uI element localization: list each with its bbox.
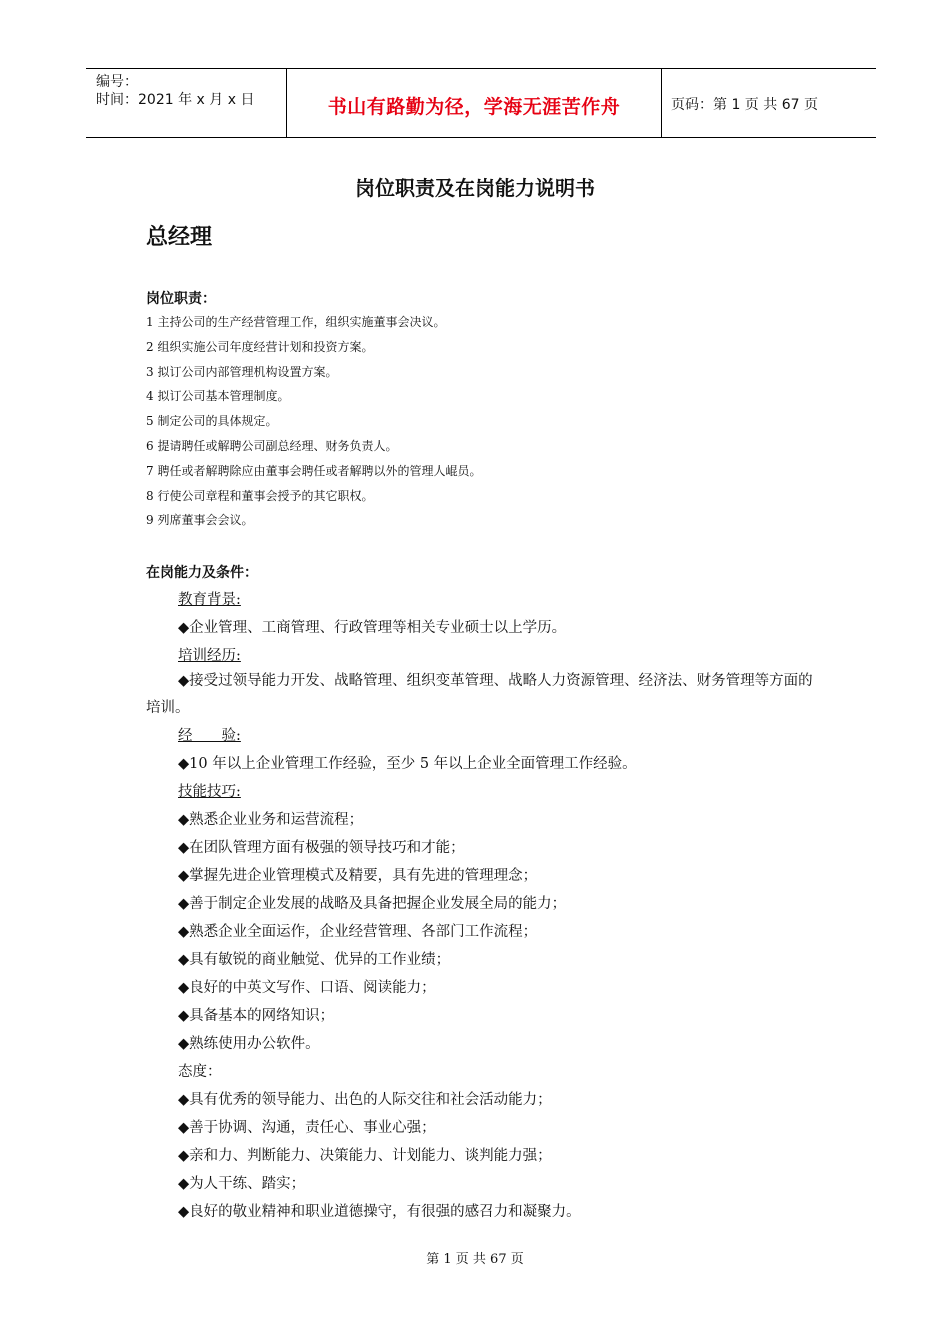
attitude-label: 态度：: [178, 1064, 222, 1080]
skill-item: ◆掌握先进企业管理模式及精要，具有先进的管理理念；: [178, 868, 538, 884]
duty-item: 7 聘任或者解聘除应由董事会聘任或者解聘以外的管理人崐员。: [146, 463, 482, 478]
time-label: 时间：2021 年 x 月 x 日: [96, 92, 255, 108]
attitude-item: ◆具有优秀的领导能力、出色的人际交往和社会活动能力；: [178, 1092, 552, 1108]
duty-item: 3 拟订公司内部管理机构设置方案。: [146, 364, 338, 379]
training-item: ◆接受过领导能力开发、战略管理、组织变革管理、战略人力资源管理、经济法、财务管理等方面的培训。: [146, 673, 813, 716]
motto: 书山有路勤为径，学海无涯苦作舟: [327, 96, 621, 118]
experience-label: 经 验:: [178, 728, 241, 744]
attitude-item: ◆为人干练、踏实；: [178, 1176, 306, 1192]
skill-item: ◆具有敏锐的商业触觉、优异的工作业绩；: [178, 952, 451, 968]
document-title: 岗位职责及在岗能力说明书: [355, 176, 595, 200]
number-label: 编号：: [96, 74, 138, 90]
skill-item: ◆善于制定企业发展的战略及具备把握企业发展全局的能力；: [178, 896, 567, 912]
header-page-cell: [661, 69, 876, 137]
duties-list: [146, 310, 481, 533]
page-header: [86, 68, 876, 138]
education-item: ◆企业管理、工商管理、行政管理等相关专业硕士以上学历。: [178, 620, 567, 636]
skill-item: ◆熟悉企业全面运作，企业经营管理、各部门工作流程；: [178, 924, 538, 940]
page-number-label: 页码：第 1 页 共 67 页: [671, 97, 818, 113]
skill-item: ◆熟悉企业业务和运营流程；: [178, 812, 364, 828]
duty-item: 4 拟订公司基本管理制度。: [146, 389, 290, 404]
page-footer: 第 1 页 共 67 页: [426, 1252, 524, 1267]
attitude-item: ◆善于协调、沟通，责任心、事业心强；: [178, 1120, 436, 1136]
role-title: 总经理: [146, 225, 213, 250]
duty-item: 1 主持公司的生产经营管理工作，组织实施董事会决议。: [146, 315, 446, 329]
attitude-item: ◆良好的敬业精神和职业道德操守，有很强的感召力和凝聚力。: [178, 1204, 581, 1220]
education-label: 教育背景:: [178, 592, 241, 608]
duty-item: 5 制定公司的具体规定。: [146, 414, 278, 429]
duty-item: 2 组织实施公司年度经营计划和投资方案。: [146, 339, 374, 354]
skill-item: ◆具备基本的网络知识；: [178, 1008, 335, 1024]
duties-heading: 岗位职责：: [146, 291, 216, 307]
skill-item: ◆熟练使用办公软件。: [178, 1036, 320, 1052]
duty-item: 8 行使公司章程和董事会授予的其它职权。: [146, 488, 374, 503]
attitude-item: ◆亲和力、判断能力、决策能力、计划能力、谈判能力强；: [178, 1148, 552, 1164]
skill-item: ◆在团队管理方面有极强的领导技巧和才能；: [178, 840, 465, 856]
skills-label: 技能技巧:: [178, 784, 241, 800]
experience-item: ◆10 年以上企业管理工作经验，至少 5 年以上企业全面管理工作经验。: [178, 756, 637, 772]
competence-heading: 在岗能力及条件：: [146, 565, 258, 581]
skill-item: ◆良好的中英文写作、口语、阅读能力；: [178, 980, 436, 996]
header-motto-cell: [286, 69, 662, 137]
duty-item: 6 提请聘任或解聘公司副总经理、财务负责人。: [146, 438, 398, 453]
duty-item: 9 列席董事会会议。: [146, 513, 254, 528]
header-meta: [86, 69, 286, 137]
training-label: 培训经历:: [178, 648, 241, 664]
